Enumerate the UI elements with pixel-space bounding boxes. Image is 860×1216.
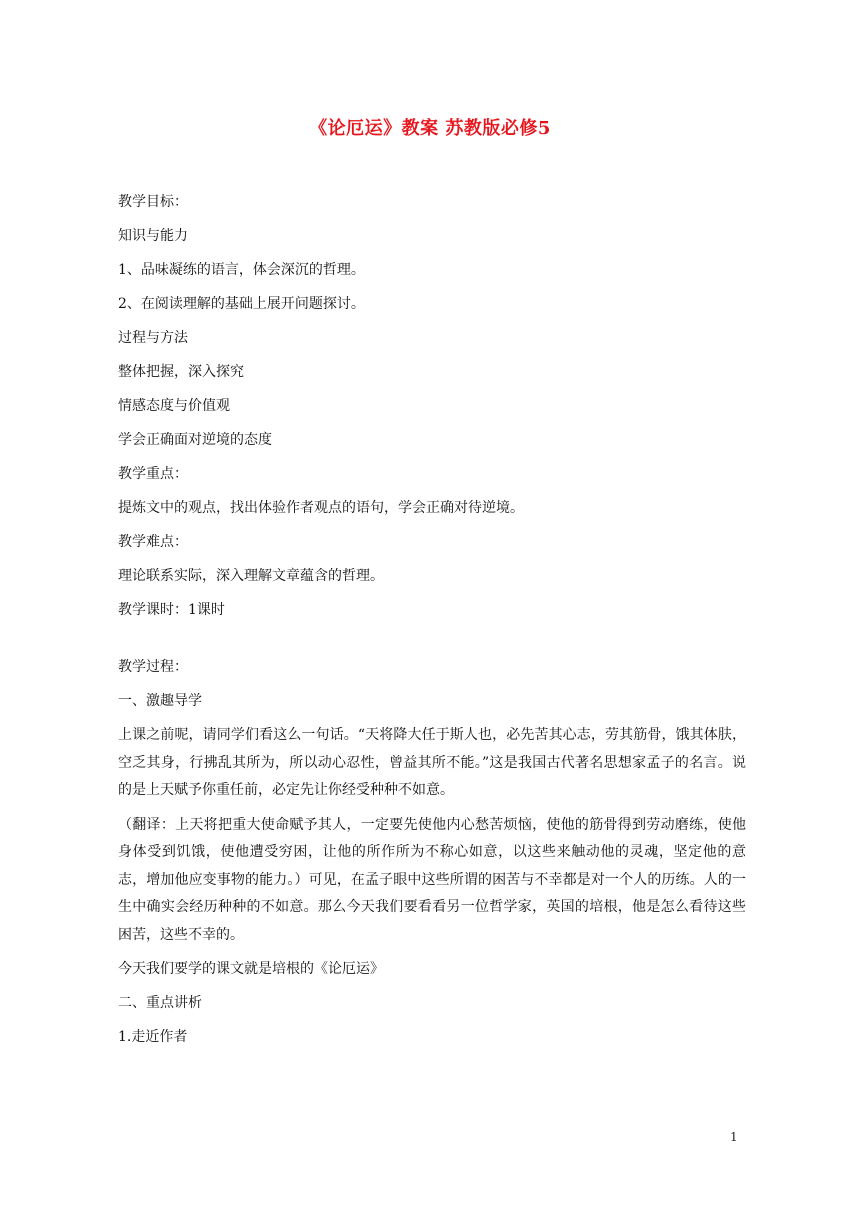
document-body xyxy=(118,189,746,1058)
knowledge-heading: 知识与能力 xyxy=(118,228,188,244)
translation-paragraph: （翻译：上天将把重大使命赋予其人，一定要先使他内心愁苦烦恼，使他的筋骨得到劳动磨练，使他身体受到饥饿，使他遭受穷困，让他的所作所为不称心如意，以这些来触动他的灵魂，坚定他的意志，增加他应变事物的能力。）可见，在孟子眼中这些所谓的困苦与不幸都是对一个人的历练。人的一生中确实会经历种种的不如意。那么今天我们要看看另一位哲学家，英国的培根，他是怎么看待这些困苦，这些不幸的。 xyxy=(118,816,746,943)
section-gap xyxy=(118,631,746,654)
page-number: 1 xyxy=(730,1130,738,1144)
author-heading: 1.走近作者 xyxy=(118,1029,188,1045)
step2-heading: 二、重点讲析 xyxy=(118,995,202,1011)
lesson-intro: 今天我们要学的课文就是培根的《论厄运》 xyxy=(118,961,384,977)
class-hours: 教学课时：1课时 xyxy=(118,602,225,618)
key-points-text: 提炼文中的观点，找出体验作者观点的语句，学会正确对待逆境。 xyxy=(118,500,524,516)
process-text: 整体把握，深入探究 xyxy=(118,364,244,380)
step1-heading: 一、激趣导学 xyxy=(118,693,202,709)
objectives-heading: 教学目标： xyxy=(118,194,188,210)
attitude-heading: 情感态度与价值观 xyxy=(118,398,230,414)
objective-item-2: 2、在阅读理解的基础上展开问题探讨。 xyxy=(118,296,365,312)
process-main-heading: 教学过程： xyxy=(118,659,188,675)
intro-paragraph: 上课之前呢，请同学们看这么一句话。“天将降大任于斯人也，必先苦其心志，劳其筋骨，饿其体肤，空乏其身，行拂乱其所为，所以动心忍性，曾益其所不能。”这是我国古代著名思想家孟子的名言。说的是上天赋予你重任前，必定先让你经受种种不如意。 xyxy=(118,727,746,798)
difficulty-heading: 教学难点： xyxy=(118,534,188,550)
attitude-text: 学会正确面对逆境的态度 xyxy=(118,432,272,448)
key-points-heading: 教学重点： xyxy=(118,466,188,482)
process-heading: 过程与方法 xyxy=(118,330,188,346)
difficulty-text: 理论联系实际，深入理解文章蕴含的哲理。 xyxy=(118,568,384,584)
document-title: 《论厄运》教案 苏教版必修5 xyxy=(309,118,551,139)
objective-item-1: 1、品味凝练的语言，体会深沉的哲理。 xyxy=(118,262,365,278)
